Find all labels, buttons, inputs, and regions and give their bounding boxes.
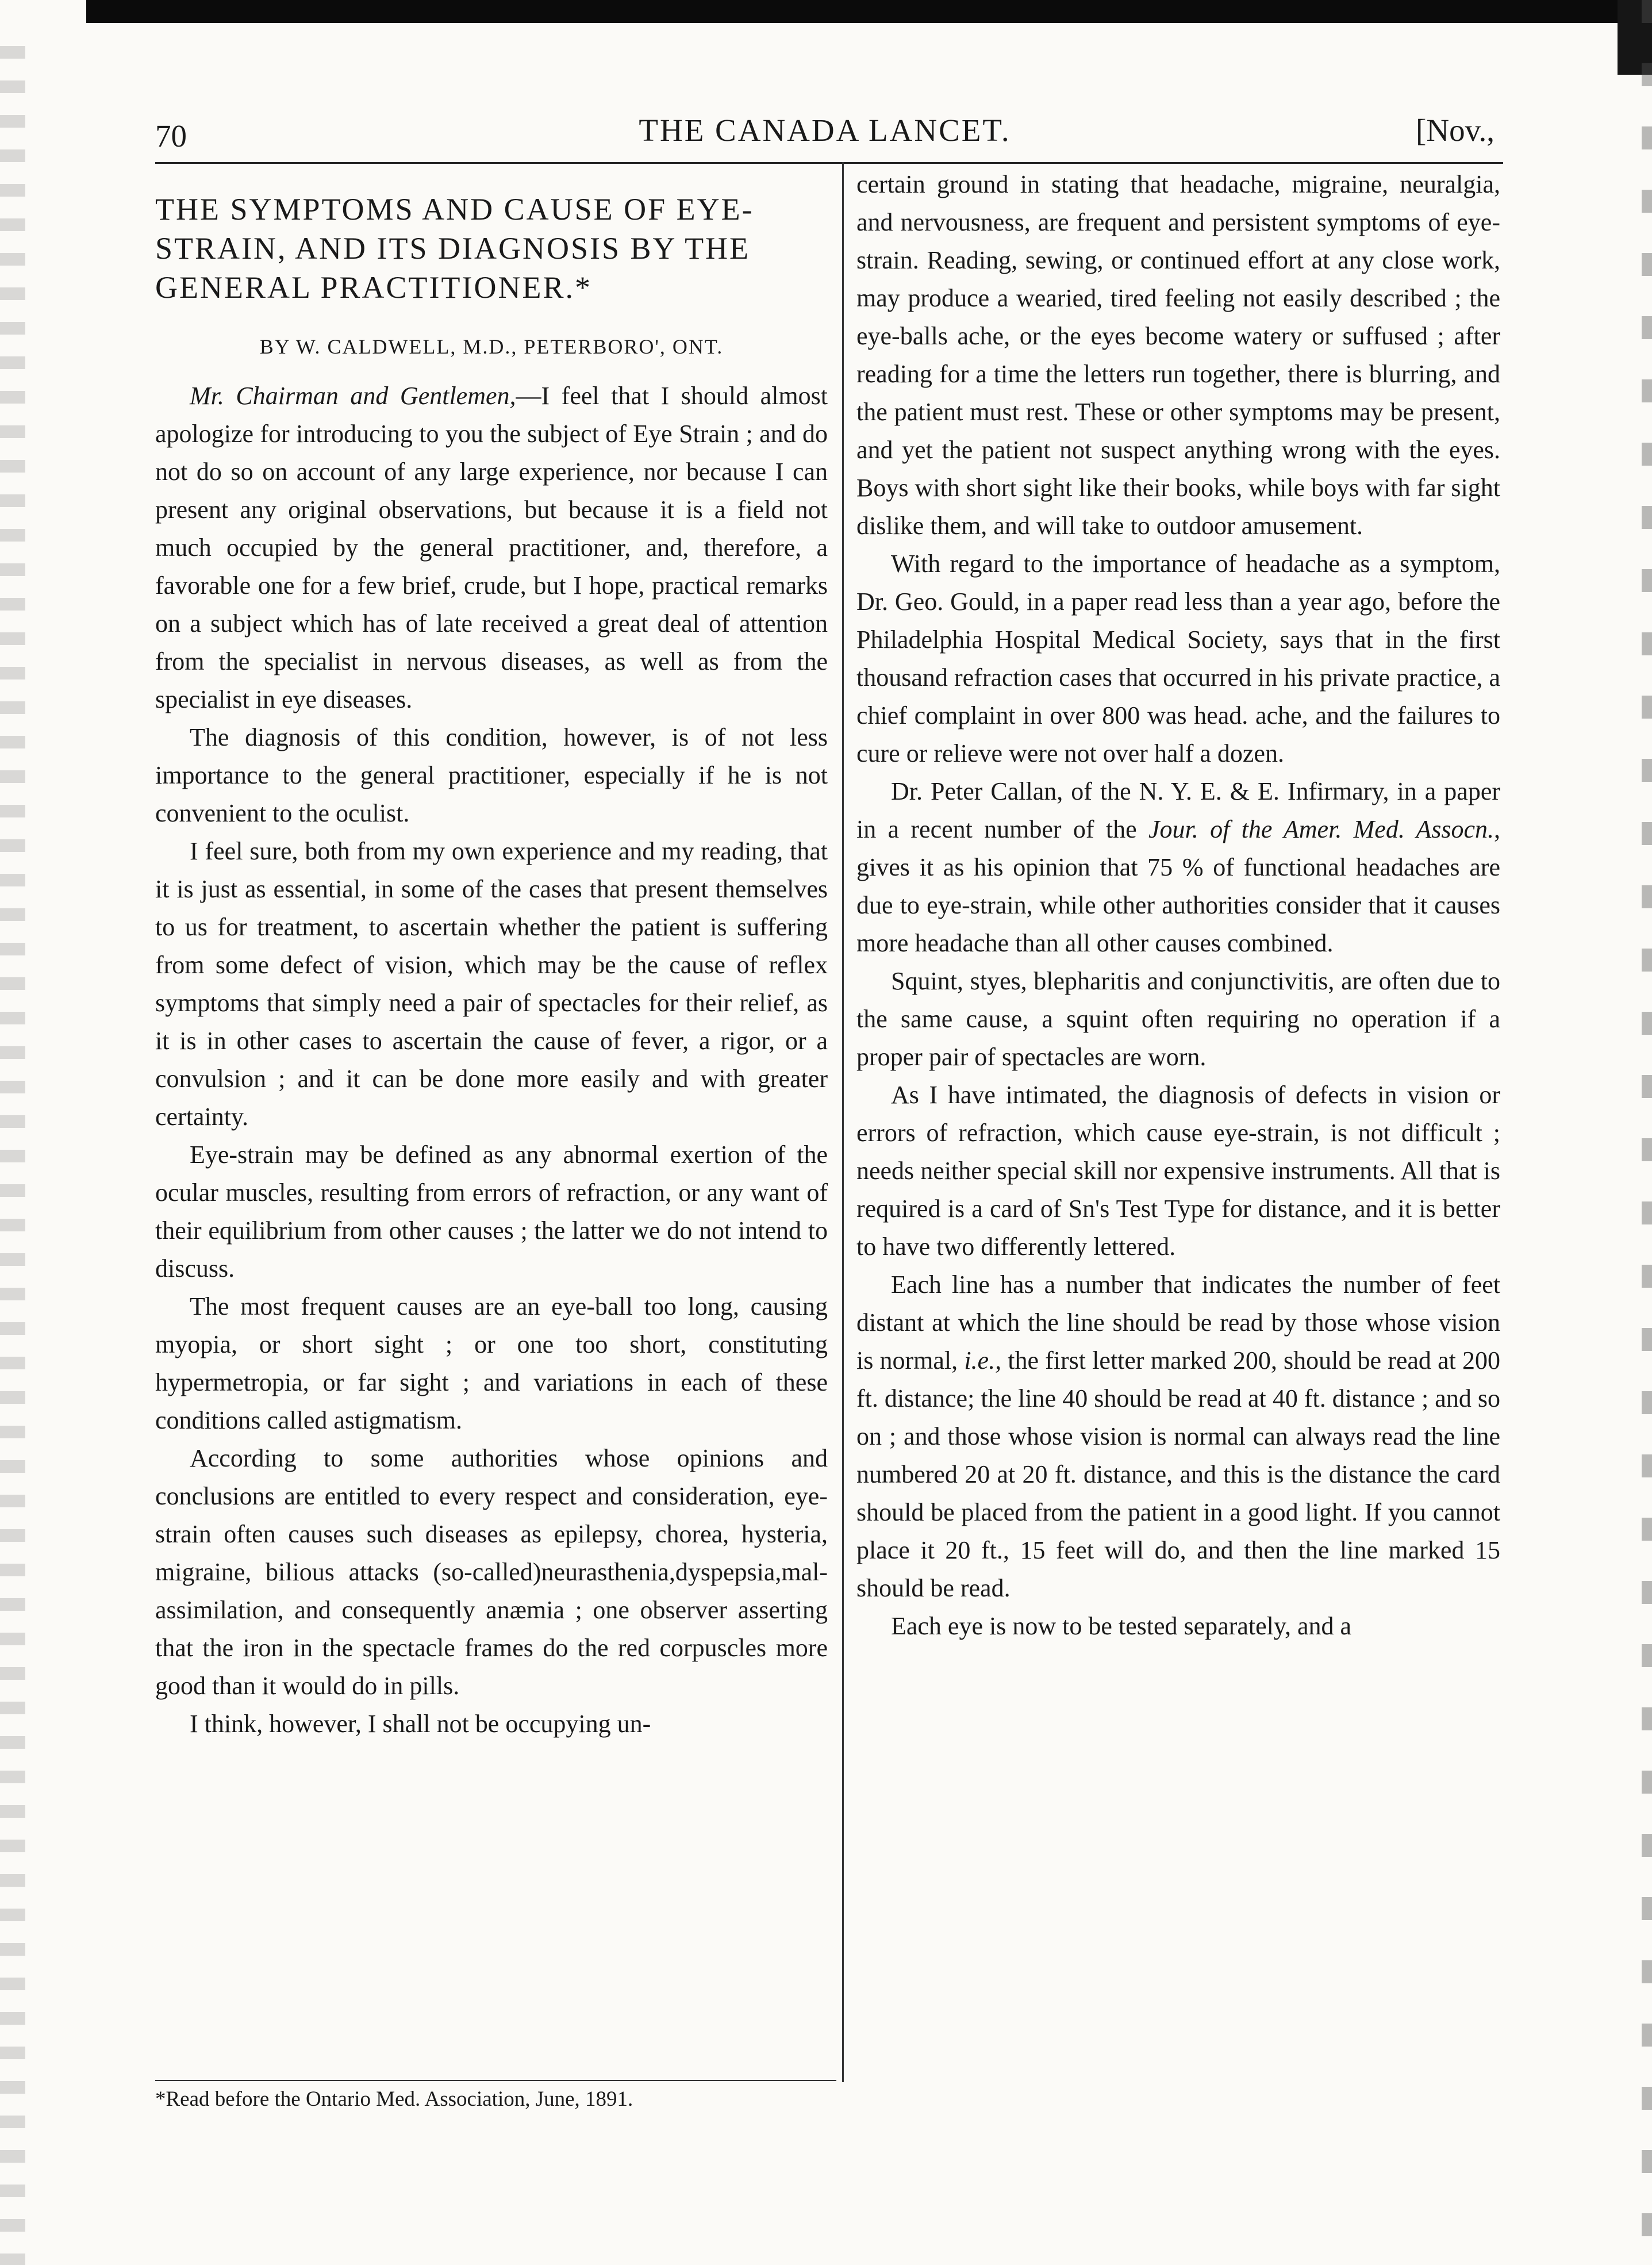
paragraph: Squint, styes, blepharitis and conjunctivitis, are often due to the same cause, a squint often requiring no operation if a proper pair of spectacles are worn.	[856, 967, 1500, 1071]
paragraph: With regard to the importance of headache as a symptom, Dr. Geo. Gould, in a paper read less than a year ago, before the Philadelphia Hospital Medical Society, says that in the first thousand refraction cases that occurred in his private practice, a chief complaint in over 800 was head. ache, and the failures to cure or relieve were not over half a dozen.	[856, 550, 1500, 767]
paragraph: certain ground in stating that headache, migraine, neuralgia, and nervousness, are frequent and persistent symptoms of eye-strain. Reading, sewing, or continued effort at any close work, may produce a wearied, tired feeling not easily described ; the eye-balls ache, or the eyes become watery or suffused ; after reading for a time the letters run together, there is blurring, and the patient must rest. These or other symptoms may be present, and yet the patient not suspect anything wrong with the eyes. Boys with short sight like their books, while boys with far sight dislike them, and will take to outdoor amusement.	[856, 170, 1500, 540]
journal-citation: Jour. of the Amer. Med. Assocn.	[1148, 815, 1494, 843]
abbreviation-ie: i.e.,	[964, 1346, 1002, 1375]
paragraph: I think, however, I shall not be occupying un-	[190, 1710, 651, 1738]
article-title: THE SYMPTOMS AND CAUSE OF EYE-STRAIN, AND ITS DIAGNOSIS BY THE GENERAL PRACTITIONER.*	[155, 192, 754, 305]
column-divider	[842, 162, 844, 2082]
paragraph: The diagnosis of this condition, however, is of not less importance to the general practitioner, especially if he is not convenient to the oculist.	[155, 723, 828, 827]
paragraph: Dr. Peter Callan, of the N. Y. E. & E. Infirmary, in a paper in a recent number of the Jour. of the Amer. Med. Assocn., gives it as his opinion that 75 % of functional headaches are due to eye-strain, while other authorities consider that it causes more headache than all other causes combined.	[856, 777, 1500, 957]
page-number: 70	[155, 118, 187, 153]
running-header	[155, 112, 1495, 164]
salutation: Mr. Chairman and Gentlemen,	[190, 382, 516, 410]
paragraph: Each eye is now to be tested separately, and a	[891, 1612, 1352, 1640]
right-column	[856, 166, 1500, 1645]
paragraph: According to some authorities whose opinions and conclusions are entitled to every respect and consideration, eye-strain often causes such diseases as epilepsy, chorea, hysteria, migraine, bilious attacks (so-called)neurasthenia,dyspepsia,mal-assimilation, and consequently anæmia ; one observer asserting that the iron in the spectacle frames do the red corpuscles more good than it would do in pills.	[155, 1444, 828, 1700]
paragraph: The most frequent causes are an eye-ball too long, causing myopia, or short sight ; or one too short, constituting hypermetropia, or far sight ; and variations in each of these conditions called astigmatism.	[155, 1292, 828, 1434]
scan-top-border	[86, 0, 1652, 23]
paragraph: As I have intimated, the diagnosis of defects in vision or errors of refraction, which cause eye-strain, is not difficult ; needs neither special skill nor expensive instruments. All that is required is a card of Sn's Test Type for distance, and it is better to have two differently lettered.	[856, 1081, 1500, 1261]
article-byline: BY W. CALDWELL, M.D., PETERBORO', ONT.	[259, 335, 724, 358]
footnote-rule	[155, 2080, 836, 2081]
paragraph: I feel sure, both from my own experience and my reading, that it is just as essential, in some of the cases that present themselves to us for treatment, to ascertain whether the patient is suffering from some defect of vision, which may be the cause of reflex symptoms that simply need a pair of spectacles for their relief, as it is in other cases to ascertain the cause of fever, a rigor, or a convulsion ; and it can be done more easily and with greater certainty.	[155, 837, 828, 1131]
scan-left-edge	[0, 46, 25, 2265]
journal-title: THE CANADA LANCET.	[639, 113, 1011, 148]
left-column	[155, 190, 828, 1743]
header-rule	[155, 162, 1503, 164]
issue-label: [Nov.,	[1416, 113, 1495, 148]
paragraph: Each line has a number that indicates the number of feet distant at which the line should be read by those whose vision is normal, i.e., the first letter marked 200, should be read at 200 ft. distance; the line 40 should be read at 40 ft. distance ; and so on ; and those whose vision is normal can always read the line numbered 20 at 20 ft. distance, and this is the distance the card should be placed from the patient in a good light. If you cannot place it 20 ft., 15 feet will do, and then the line marked 15 should be read.	[856, 1270, 1500, 1602]
paragraph: Eye-strain may be defined as any abnormal exertion of the ocular muscles, resulting from errors of refraction, or any want of their equilibrium from other causes ; the latter we do not intend to discuss.	[155, 1141, 828, 1283]
scan-right-edge	[1642, 0, 1652, 2265]
footnote: *Read before the Ontario Med. Association, June, 1891.	[155, 2087, 633, 2111]
paragraph: Mr. Chairman and Gentlemen,—I feel that I should almost apologize for introducing to you the subject of Eye Strain ; and do not do so on account of any large experience, nor because I can present any original observations, but because it is a field not much occupied by the general practitioner, and, therefore, a favorable one for a few brief, crude, but I hope, practical remarks on a subject which has of late received a great deal of attention from the specialist in nervous diseases, as well as from the specialist in eye diseases.	[155, 382, 828, 713]
